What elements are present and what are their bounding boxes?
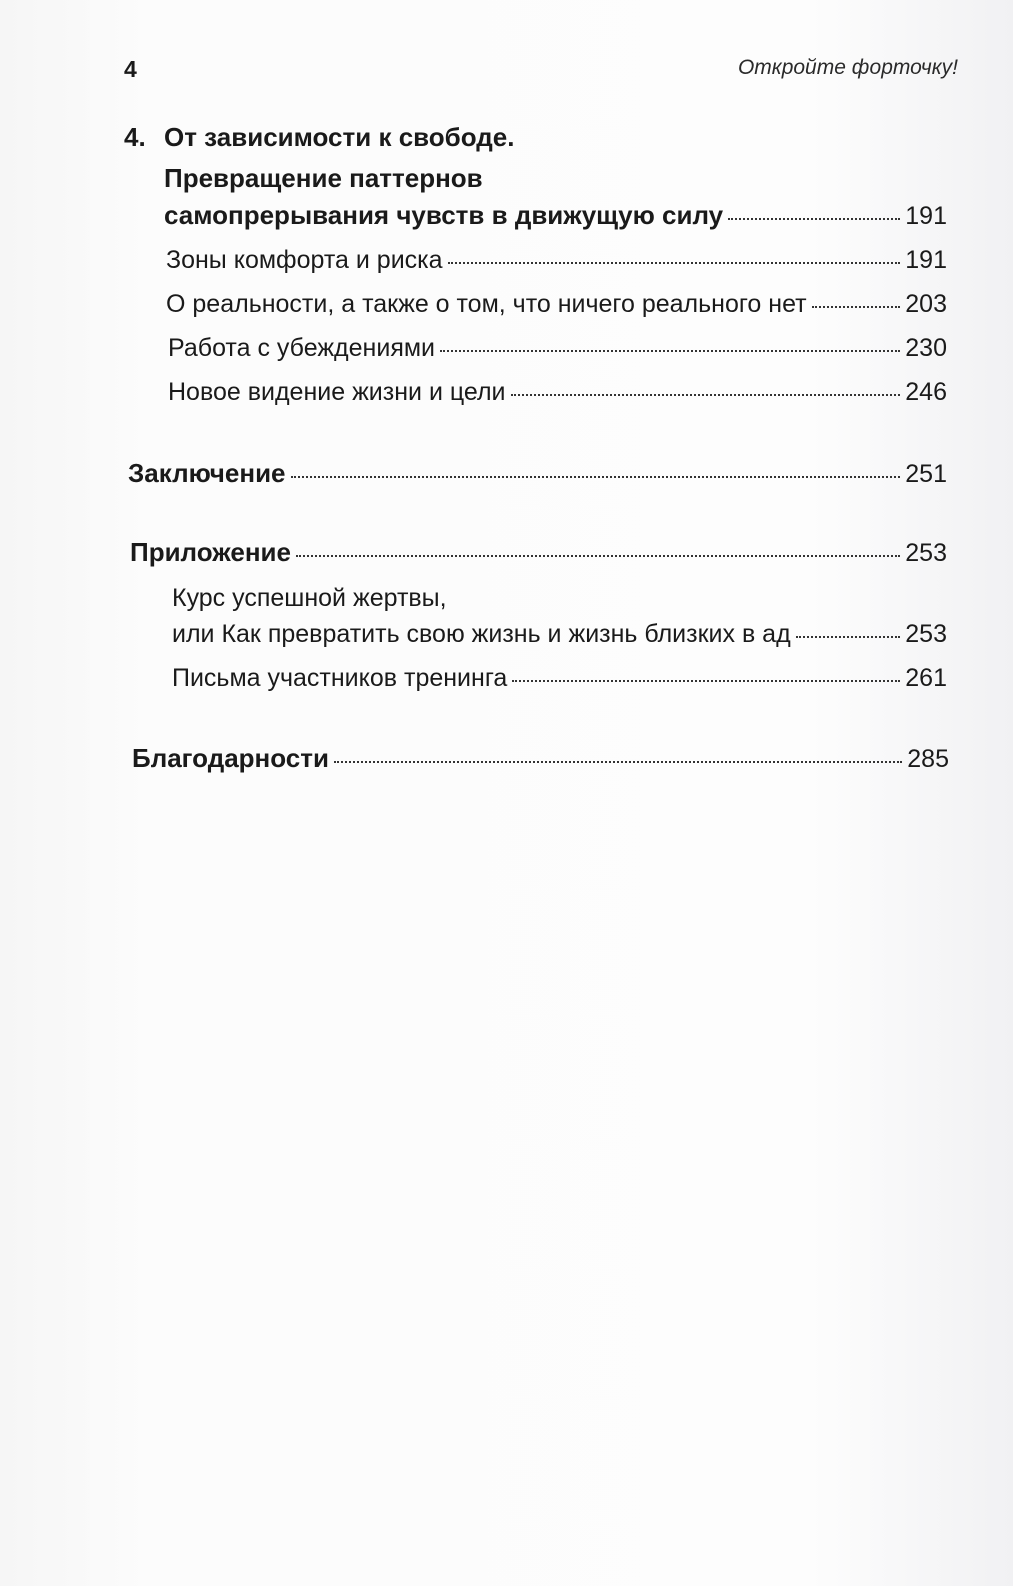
leader-dots bbox=[728, 218, 900, 220]
leader-dots bbox=[334, 761, 902, 763]
toc-entry-page: 253 bbox=[905, 620, 947, 648]
toc-entry-section[interactable] bbox=[168, 378, 947, 407]
chapter-title-line-1: От зависимости к свободе. bbox=[164, 122, 515, 152]
toc-entry-acknowledgements[interactable] bbox=[132, 743, 949, 774]
toc-entry-section[interactable] bbox=[166, 246, 947, 275]
toc-entry-label: О реальности, а также о том, что ничего реального нет bbox=[166, 290, 807, 318]
toc-entry-appendix[interactable] bbox=[130, 537, 947, 568]
toc-entry-page: 230 bbox=[905, 334, 947, 362]
leader-dots bbox=[511, 394, 901, 396]
toc-entry-page: 191 bbox=[905, 202, 947, 230]
toc-entry-page: 246 bbox=[905, 378, 947, 406]
chapter-number: 4. bbox=[124, 122, 146, 152]
toc-entry-label: Письма участников тренинга bbox=[172, 664, 508, 692]
leader-dots bbox=[448, 262, 901, 264]
toc-entry-label: самопрерывания чувств в движущую силу bbox=[164, 200, 724, 230]
toc-entry-section-line-1: Курс успешной жертвы, bbox=[172, 584, 447, 612]
page-number: 4 bbox=[124, 56, 137, 82]
toc-entry-section[interactable] bbox=[166, 290, 947, 319]
toc-entry-page: 191 bbox=[905, 246, 947, 274]
toc-entry-conclusion[interactable] bbox=[128, 458, 947, 489]
toc-entry-section[interactable] bbox=[172, 620, 947, 649]
leader-dots bbox=[512, 680, 900, 682]
toc-entry-label: Работа с убеждениями bbox=[168, 334, 436, 362]
toc-entry-label: Заключение bbox=[128, 458, 286, 488]
leader-dots bbox=[812, 306, 901, 308]
toc-entry-label: или Как превратить свою жизнь и жизнь близких в ад bbox=[172, 620, 791, 648]
toc-entry-section[interactable] bbox=[168, 334, 947, 363]
chapter-title-line-2: Превращение паттернов bbox=[164, 163, 483, 193]
running-title: Откройте форточку! bbox=[737, 56, 958, 79]
leader-dots bbox=[440, 350, 900, 352]
toc-entry-page: 261 bbox=[905, 664, 947, 692]
leader-dots bbox=[291, 476, 901, 478]
toc-entry-label: Благодарности bbox=[132, 743, 329, 773]
toc-entry-page: 253 bbox=[905, 539, 947, 567]
toc-entry-section[interactable] bbox=[172, 664, 947, 693]
toc-entry-label: Приложение bbox=[130, 537, 291, 567]
toc-entry-page: 251 bbox=[905, 460, 947, 488]
leader-dots bbox=[296, 555, 900, 557]
toc-entry-label: Новое видение жизни и цели bbox=[168, 378, 506, 406]
leader-dots bbox=[796, 636, 901, 638]
toc-entry-page: 285 bbox=[907, 745, 949, 773]
toc-entry-chapter4[interactable] bbox=[164, 200, 947, 231]
toc-entry-page: 203 bbox=[905, 290, 947, 318]
running-head bbox=[124, 56, 958, 86]
toc-entry-label: Зоны комфорта и риска bbox=[166, 246, 443, 274]
